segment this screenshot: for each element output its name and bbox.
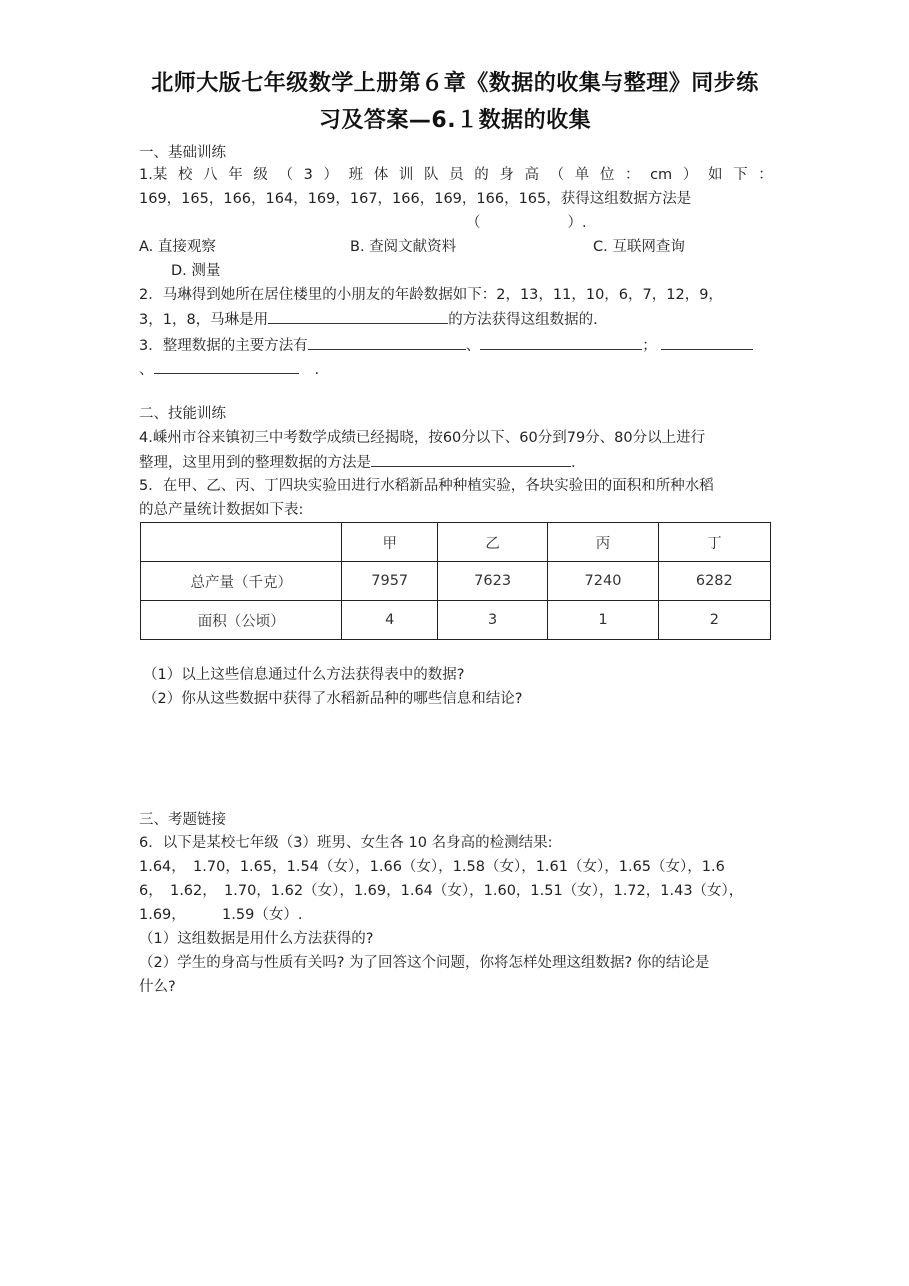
table-cell: 7240 (548, 562, 658, 601)
q6-sub2-cont: 什么? (139, 979, 176, 995)
q6-line4: 1.69， 1.59（女）. (139, 907, 303, 923)
q2-line2-prefix: 3，1，8，马琳是用 (139, 312, 269, 328)
q1-line1-token: 体 (373, 167, 389, 183)
q1-line1-token: 单 (574, 167, 590, 183)
table-cell: 3 (437, 601, 547, 640)
q2-line1: 2．马琳得到她所在居住楼里的小朋友的年龄数据如下：2，13，11，10，6，7，12，9， (139, 287, 723, 303)
table-cell: 2 (658, 601, 770, 640)
q6-sub1: （1）这组数据是用什么方法获得的? (139, 931, 374, 947)
q1-line1-token: 校 (177, 167, 193, 183)
table-cell: 4 (342, 601, 437, 640)
q1-line1-token: ： (624, 167, 640, 183)
q3-line2 (139, 359, 319, 380)
q3-answer-blank-4[interactable] (154, 359, 299, 374)
q1-option-d: D. 测量 (171, 263, 221, 279)
table-row-label: 面积（公顷） (141, 601, 342, 640)
q4-line2-suffix: . (571, 455, 576, 471)
q3-end: . (314, 362, 320, 378)
q6-line1: 6．以下是某校七年级（3）班男、女生各 10 名身高的检测结果: (139, 835, 553, 851)
q4-line1: 4.嵊州市谷来镇初三中考数学成绩已经揭晓，按60分以下、60分到79分、80分以上进行 (139, 430, 706, 446)
q3-sep-3: 、 (139, 362, 154, 378)
q5-sub2: （2）你从这些数据中获得了水稻新品种的哪些信息和结论? (143, 691, 523, 707)
q1-line1-token: （ (278, 167, 293, 183)
table-header-cell: 丙 (548, 523, 658, 562)
q1-line1-token: 员 (449, 167, 464, 183)
q1-answer-paren: （ ）. (466, 215, 587, 231)
table-cell: 1 (548, 601, 658, 640)
doc-title-line2: 习及答案—6.１数据的收集 (318, 108, 592, 133)
q3-answer-blank-1[interactable] (308, 335, 466, 350)
table-header-cell (141, 523, 342, 562)
q6-line2: 1.64， 1.70，1.65，1.54（女），1.66（女），1.58（女），1.61（女），1.65（女），1.6 (139, 859, 725, 875)
section2-heading: 二、技能训练 (139, 406, 226, 422)
section1-heading: 一、基础训练 (139, 145, 226, 161)
q3-sep-2: ； (642, 338, 657, 354)
rice-yield-table (140, 522, 771, 640)
q2-line2-suffix: 的方法获得这组数据的. (448, 312, 598, 328)
q1-line1-token: 级 (253, 167, 268, 183)
q6-line3: 6， 1.62， 1.70，1.62（女），1.69，1.64（女），1.60，1.51（女），1.72，1.43（女）， (139, 883, 744, 899)
q1-line1-token: 班 (348, 167, 364, 183)
q1-line1-token: 3 (303, 167, 313, 183)
q1-line1-token: 如 (707, 167, 723, 183)
q3-answer-blank-3[interactable] (661, 335, 753, 350)
q1-line1-token: 训 (398, 167, 414, 183)
table-header-cell: 甲 (342, 523, 437, 562)
q1-line1-token: 队 (423, 167, 439, 183)
table-header-cell: 丁 (658, 523, 770, 562)
table-row (141, 601, 771, 640)
q1-line1 (139, 165, 773, 185)
q2-answer-blank[interactable] (268, 309, 448, 324)
q3-sep-1: 、 (465, 338, 481, 354)
q1-line1-token: 高 (524, 167, 539, 183)
q1-line1-token: ） (682, 167, 698, 183)
q1-line1-token: 年 (228, 167, 243, 183)
table-row (141, 562, 771, 601)
q5-sub1: （1）以上这些信息通过什么方法获得表中的数据? (143, 667, 465, 683)
q1-line1-token: ） (323, 167, 338, 183)
q1-line1-token: 的 (474, 167, 489, 183)
table-cell: 7623 (437, 562, 547, 601)
q3-line1 (139, 335, 753, 356)
table-header-cell: 乙 (437, 523, 547, 562)
doc-title-line1: 北师大版七年级数学上册第６章《数据的收集与整理》同步练 (151, 71, 759, 96)
q1-option-b: B. 查阅文献资料 (350, 239, 457, 255)
q1-line1-token: cm (650, 167, 673, 183)
q4-line2 (139, 452, 576, 473)
q1-option-a: A. 直接观察 (139, 239, 216, 255)
q1-line1-token: （ (549, 167, 565, 183)
q3-answer-blank-2[interactable] (480, 335, 642, 350)
q6-sub2: （2）学生的身高与性质有关吗? 为了回答这个问题，你将怎样处理这组数据? 你的结论是 (139, 955, 710, 971)
table-header-row (141, 523, 771, 562)
q1-line1-token: 下 (733, 167, 748, 183)
q4-line2-prefix: 整理，这里用到的整理数据的方法是 (139, 455, 371, 471)
q1-line1-token: 八 (203, 167, 218, 183)
section3-heading: 三、考题链接 (139, 812, 226, 828)
q5-line1: 5．在甲、乙、丙、丁四块实验田进行水稻新品种种植实验，各块实验田的面积和所种水稻 (139, 478, 714, 494)
q3-prefix: 3．整理数据的主要方法有 (139, 338, 308, 354)
table-cell: 6282 (658, 562, 770, 601)
table-row-label: 总产量（千克） (141, 562, 342, 601)
q1-option-c: C. 互联网查询 (593, 239, 685, 255)
q1-line1-token: ： (758, 167, 773, 183)
q5-line2: 的总产量统计数据如下表: (139, 502, 304, 518)
q1-line1-token: 身 (499, 167, 514, 183)
table-cell: 7957 (342, 562, 437, 601)
q1-line1-token: 1.某 (139, 167, 168, 183)
q2-line2 (139, 309, 598, 330)
q4-answer-blank[interactable] (371, 452, 571, 467)
q1-line2: 169，165，166，164，169，167，166，169，166，165，获得这组数据方法是 (139, 191, 692, 207)
q1-line1-token: 位 (599, 167, 615, 183)
